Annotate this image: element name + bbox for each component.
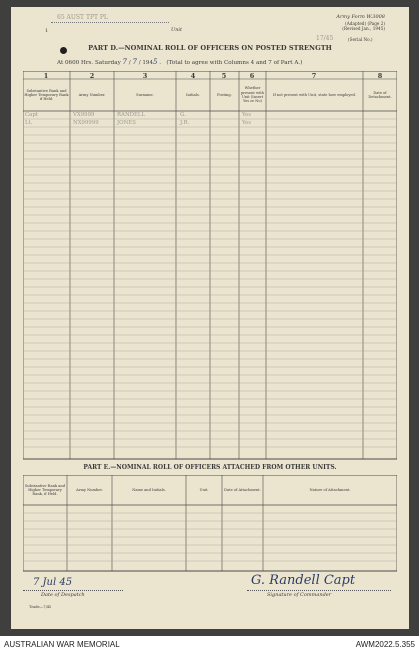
table-row <box>23 112 397 120</box>
col-number-6: 6 <box>249 71 255 80</box>
unit-underline <box>51 22 169 23</box>
part-d-title: PART D.—NOMINAL ROLL OF OFFICERS ON POSTED STRENGTH <box>88 44 332 52</box>
date-suffix: (Total to agree with Columns 4 and 7 of Part A.) <box>166 60 303 66</box>
date-month: 7 <box>132 58 137 66</box>
part-e-table <box>23 475 397 573</box>
archive-footer <box>0 636 419 653</box>
table-row <box>23 120 397 128</box>
row2-army-number: NX99999 <box>73 120 99 126</box>
part-d-grid <box>23 71 397 461</box>
form-subtitle-revised: (Revised Jan., 1945) <box>342 26 385 31</box>
row2-surname: JONES <box>117 120 136 126</box>
e-header-rank: Substantive Rank and Higher Temporary Rank, if Held. <box>24 483 66 497</box>
form-subtitle-page: (Adapted) (Page 2) <box>345 21 385 26</box>
header-present: Whether present with Unit (Insert Yes or No) <box>240 86 264 104</box>
commander-signature: G. Randell Capt <box>251 573 356 588</box>
e-header-date-attachment: Date of Attachment. <box>224 487 261 492</box>
year-prefix: 194 <box>142 60 154 66</box>
unit-label: Unit <box>171 27 183 33</box>
despatch-underline <box>23 590 123 591</box>
header-rank: Substantive Rank and Higher Temporary Rank if Held. <box>24 88 69 102</box>
e-header-nature-attachment: Nature of Attachment. <box>309 487 351 492</box>
header-date-detachment: Date of Detachment. <box>368 90 392 99</box>
footer-accession-number: AWM2022.5.355 <box>355 640 415 649</box>
part-d-header-row <box>23 79 397 111</box>
row1-surname: RANDELL <box>117 112 146 118</box>
col-number-8: 8 <box>377 71 383 80</box>
header-initials: Initials. <box>186 92 200 97</box>
col-number-2: 2 <box>89 71 95 80</box>
date-day: 7 <box>122 58 127 66</box>
corner-mark: 1 <box>45 28 49 34</box>
row1-army-number: VX9999 <box>73 112 95 118</box>
header-army-number: Army Number. <box>78 92 106 97</box>
form-number: Army Form W.3008 <box>336 14 385 20</box>
col-number-5: 5 <box>221 71 227 80</box>
header-how-employed: If not present with Unit, state how employed. <box>273 92 356 97</box>
signature-label: Signature of Commander <box>267 592 332 598</box>
part-e-title: PART E.—NOMINAL ROLL OF OFFICERS ATTACHED FROM OTHER UNITS. <box>83 464 337 471</box>
footer-institution: AUSTRALIAN WAR MEMORIAL <box>4 640 120 649</box>
col-number-1: 1 <box>43 71 49 80</box>
part-d-table <box>23 71 397 461</box>
header-posting: Posting. <box>217 92 232 97</box>
despatch-date-label: Date of Despatch <box>41 592 85 598</box>
row2-initials: J.R. <box>180 120 190 126</box>
row1-present: Yes <box>242 112 252 118</box>
e-header-army-number: Army Number. <box>76 487 103 492</box>
e-header-unit: Unit. <box>199 487 209 492</box>
date-prefix: At 0600 Hrs. Saturday <box>57 60 121 66</box>
e-header-name-initials: Name and Initials. <box>132 487 166 492</box>
row2-rank: Lt. <box>25 120 33 126</box>
part-d-date-line: At 0600 Hrs. Saturday 7 / 7 / 1945 . (Total to agree with Columns 4 and 7 of Part A.) <box>57 58 303 66</box>
header-surname: Surname. <box>136 92 154 97</box>
despatch-date-value: 7 Jul 45 <box>33 577 73 588</box>
unit-value: 65 AUST TPT PL <box>57 14 108 21</box>
signature-underline <box>247 590 391 591</box>
col-number-4: 4 <box>190 71 196 80</box>
serial-value: 17/45 <box>316 35 334 42</box>
row1-initials: G. <box>180 112 186 118</box>
part-e-header-row <box>23 475 397 505</box>
print-code: Trade—7/45 <box>29 605 52 609</box>
row2-present: Yes <box>242 120 252 126</box>
form-sheet <box>11 7 409 629</box>
serial-label: (Serial No.) <box>348 37 373 42</box>
col-number-3: 3 <box>142 71 148 80</box>
col-number-7: 7 <box>311 71 317 80</box>
year-digit: 5 <box>153 58 158 66</box>
row1-rank: Capt <box>25 112 38 118</box>
